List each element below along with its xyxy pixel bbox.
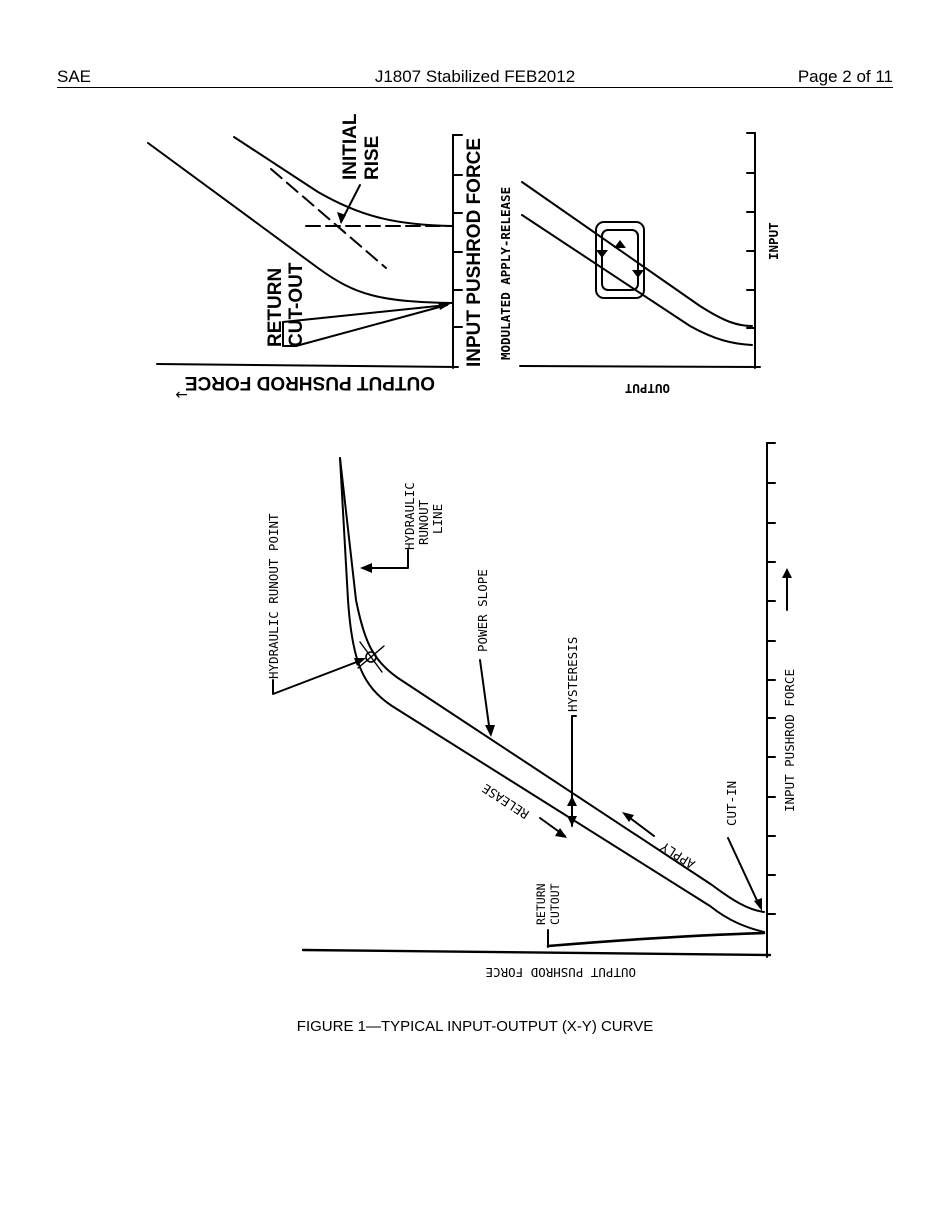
- diagram-a-initial-rise-1: INITIAL: [340, 113, 361, 180]
- figure-caption: FIGURE 1—TYPICAL INPUT-OUTPUT (X-Y) CURVE: [296, 1018, 654, 1035]
- diagram-b-input-label: INPUT: [766, 222, 781, 260]
- diagram-a: [148, 113, 485, 404]
- diagram-c-runout-line-2: RUNOUT: [416, 499, 431, 545]
- arrowhead-icon: [567, 796, 577, 806]
- diagram-c-apply-label: APPLY: [657, 838, 698, 873]
- diagram-a-return-cutout-leader: [283, 305, 447, 346]
- arrowhead-icon: [754, 898, 762, 911]
- diagram-c-runout-line-3: LINE: [430, 503, 445, 534]
- diagram-b-horizontal-axis: [520, 366, 760, 367]
- diagram-c-cut-in-leader: [728, 838, 760, 907]
- diagram-c: [266, 443, 797, 980]
- diagram-a-horizontal-axis: [157, 364, 458, 367]
- diagram-b: [498, 133, 781, 396]
- diagram-c-hysteresis-label: HYSTERESIS: [565, 636, 580, 712]
- diagram-c-horizontal-axis: [303, 950, 770, 955]
- diagram-a-dashed-diagonal: [271, 169, 386, 268]
- header-center: J1807 Stabilized FEB2012: [374, 67, 576, 86]
- diagram-c-runout-point-label: HYDRAULIC RUNOUT POINT: [266, 513, 281, 679]
- diagram-c-return-cutout-curve: [548, 933, 764, 946]
- arrowhead-icon: [632, 270, 644, 278]
- arrowhead-icon: [614, 240, 626, 248]
- diagram-c-hysteresis-leader: [572, 716, 576, 826]
- diagram-b-title: MODULATED APPLY-RELEASE: [498, 186, 513, 360]
- diagram-c-power-slope-label: POWER SLOPE: [475, 569, 490, 652]
- diagram-a-y-axis-label: INPUT PUSHROD FORCE: [464, 137, 485, 367]
- header-right: Page 2 of 11: [797, 67, 893, 86]
- diagram-c-output-axis-label: OUTPUT PUSHROD FORCE: [485, 965, 636, 980]
- diagram-a-x-axis-label: OUTPUT PUSHROD FORCE: [184, 372, 435, 393]
- arrowhead-icon: [360, 563, 372, 573]
- diagram-a-initial-rise-2: RISE: [362, 135, 383, 180]
- arrow-left-icon: →: [175, 386, 188, 404]
- diagram-a-ticks: [453, 135, 462, 327]
- diagram-c-cut-in-label: CUT-IN: [724, 780, 739, 826]
- diagram-b-output-label: OUTPUT: [624, 381, 670, 396]
- diagram-c-return-cutout-1: RETURN: [534, 883, 548, 925]
- diagram-c-input-axis-label: INPUT PUSHROD FORCE: [782, 669, 797, 812]
- diagram-c-runout-point-leader: [273, 660, 362, 694]
- arrowhead-icon: [596, 250, 608, 258]
- diagram-c-ticks: [767, 443, 775, 914]
- diagram-c-power-slope-leader: [480, 660, 490, 733]
- header-left: SAE: [57, 67, 92, 86]
- diagram-c-runout-line-1: HYDRAULIC: [402, 482, 417, 550]
- diagram-c-return-cutout-2: CUTOUT: [548, 883, 562, 925]
- diagram-a-return-2: CUT-OUT: [286, 262, 307, 347]
- diagram-c-release-label: RELEASE: [479, 780, 532, 823]
- diagram-b-ticks: [747, 133, 755, 328]
- diagram-a-return-1: RETURN: [265, 267, 286, 347]
- arrowhead-icon: [782, 568, 792, 578]
